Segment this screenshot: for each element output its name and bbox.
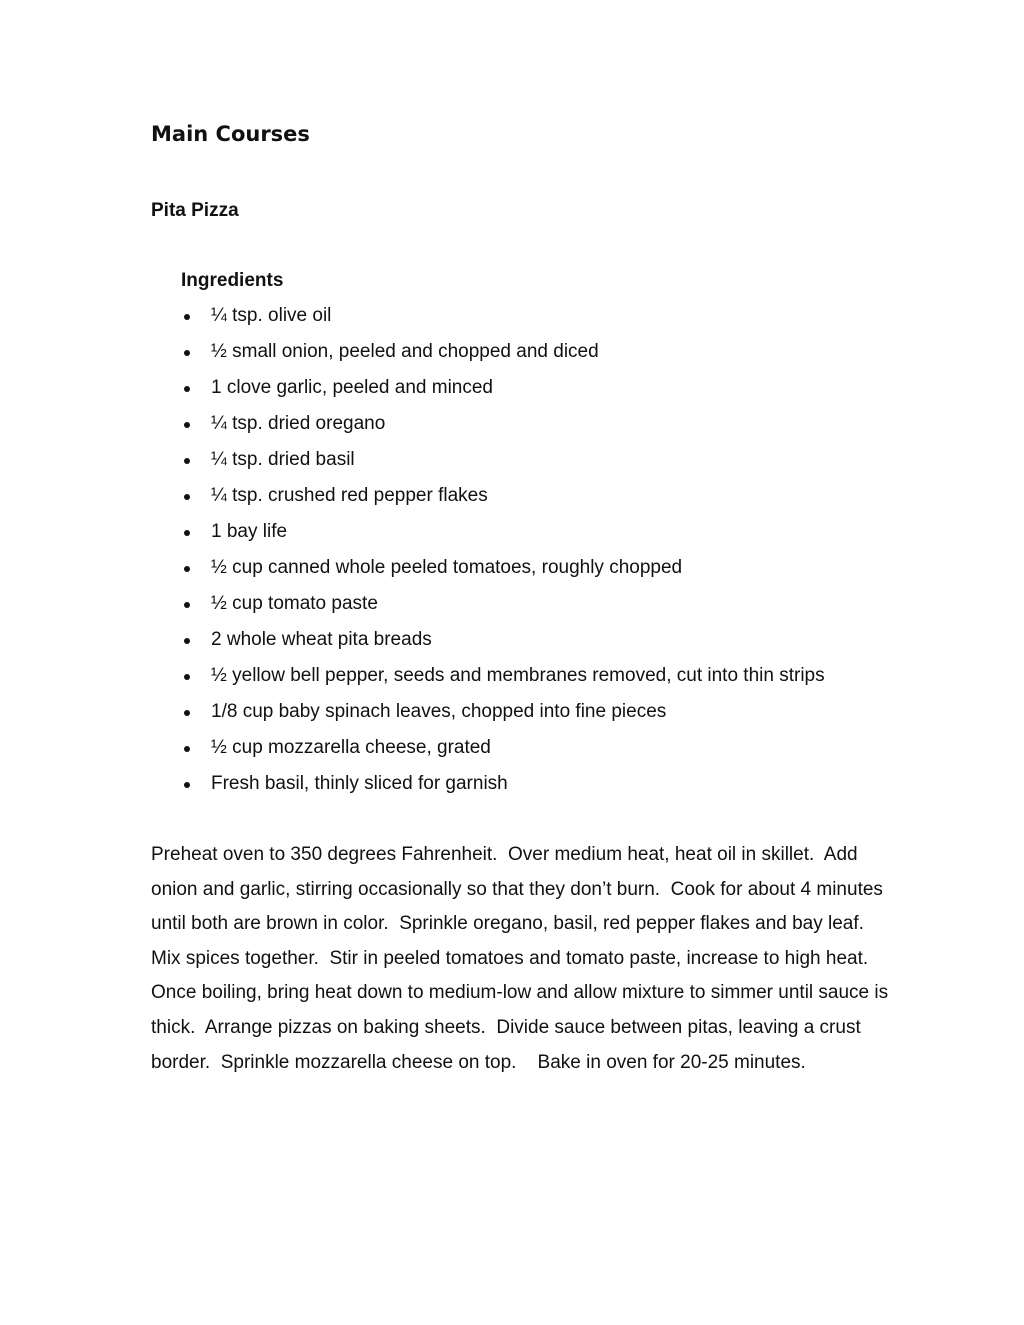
ingredient-item: ½ yellow bell pepper, seeds and membranes removed, cut into thin strips — [181, 664, 941, 700]
ingredient-item: ½ cup mozzarella cheese, grated — [181, 736, 941, 772]
recipe-title: Pita Pizza — [151, 200, 239, 221]
ingredient-item: ¼ tsp. crushed red pepper flakes — [181, 484, 941, 520]
ingredient-item: ¼ tsp. dried basil — [181, 448, 941, 484]
ingredient-item: ½ cup canned whole peeled tomatoes, roughly chopped — [181, 556, 941, 592]
ingredient-item: ½ cup tomato paste — [181, 592, 941, 628]
ingredient-item: ¼ tsp. olive oil — [181, 304, 941, 340]
ingredient-item: ¼ tsp. dried oregano — [181, 412, 941, 448]
ingredients-heading: Ingredients — [181, 270, 284, 291]
ingredients-list — [181, 304, 941, 808]
section-title: Main Courses — [151, 122, 310, 146]
ingredient-item: 1 bay life — [181, 520, 941, 556]
ingredient-item: ½ small onion, peeled and chopped and diced — [181, 340, 941, 376]
ingredient-item: 2 whole wheat pita breads — [181, 628, 941, 664]
ingredient-item: Fresh basil, thinly sliced for garnish — [181, 772, 941, 808]
ingredient-item: 1/8 cup baby spinach leaves, chopped into fine pieces — [181, 700, 941, 736]
instructions-paragraph: Preheat oven to 350 degrees Fahrenheit. Over medium heat, heat oil in skillet. Add onion and garlic, stirring occasionally so that they don’t burn. Cook for about 4 minutes until both are brown in color. Sprinkle oregano, basil, red pepper flakes and bay leaf. Mix spices together. Stir in peeled tomatoes and tomato paste, increase to high heat. Once boiling, bring heat down to medium-low and allow mixture to simmer until sauce is thick. Arrange pizzas on baking sheets. Divide sauce between pitas, leaving a crust border. Sprinkle mozzarella cheese on top. Bake in oven for 20-25 minutes. — [151, 844, 894, 1073]
ingredient-item: 1 clove garlic, peeled and minced — [181, 376, 941, 412]
